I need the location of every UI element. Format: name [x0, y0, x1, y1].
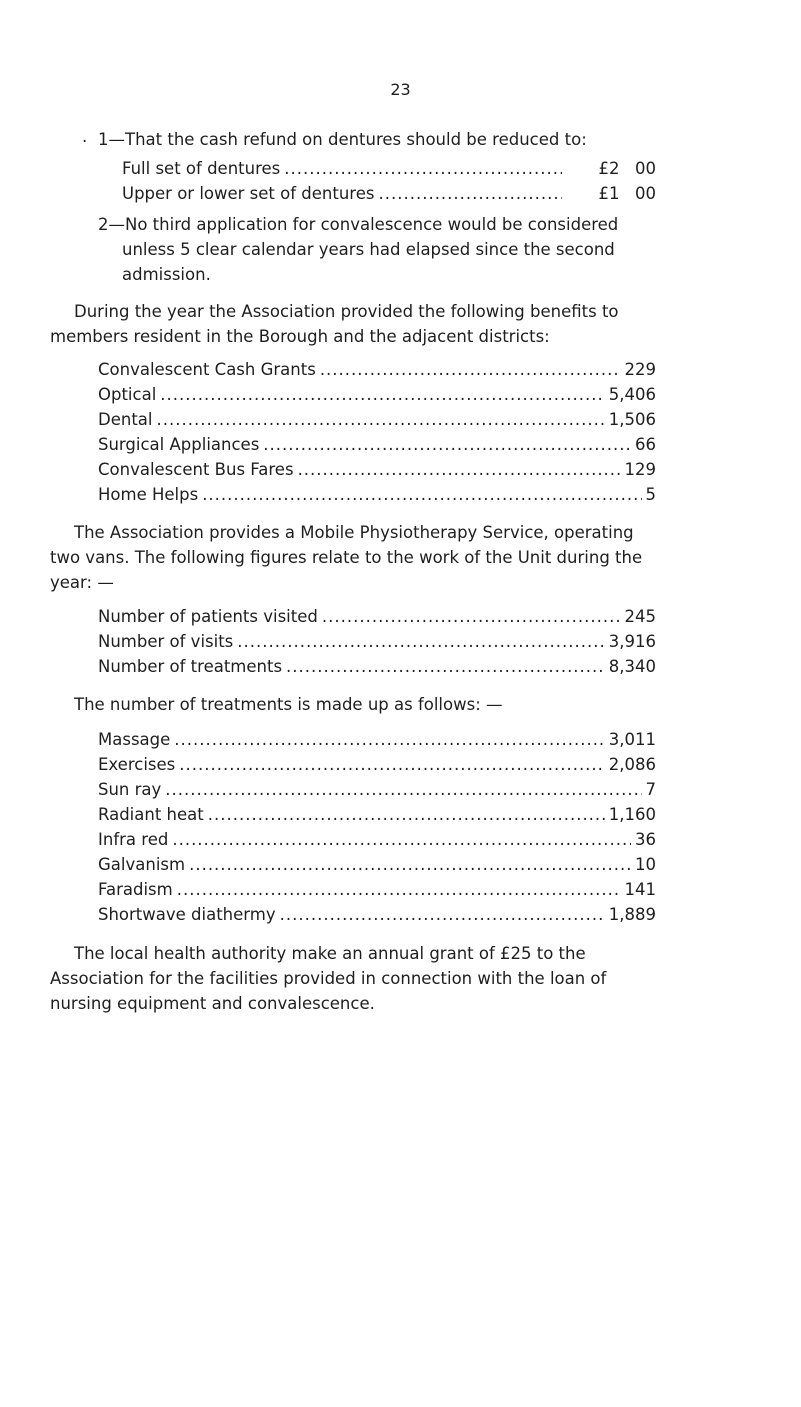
physio-intro-line: year: — — [50, 573, 114, 592]
treatment-row: Galvanism ..... 10 — [98, 855, 656, 874]
denture-label: Full set of dentures — [122, 159, 281, 178]
resolution-item-1: 1—That the cash refund on dentures should be reduced to: — [98, 130, 587, 149]
leader-dots — [284, 159, 562, 178]
treatment-row: Exercises ..... 2,086 — [98, 755, 656, 774]
denture-amount: £2 00 — [598, 159, 656, 178]
treatment-row: Faradism ..... 141 — [98, 880, 656, 899]
closing-line: Association for the facilities provided in connection with the loan of — [50, 969, 607, 988]
treatment-row: Shortwave diathermy ..... 1,889 — [98, 905, 656, 924]
benefit-row: Dental ..... 1,506 — [98, 410, 656, 429]
treatment-row: Sun ray ..... 7 — [98, 780, 656, 799]
benefits-intro-line: members resident in the Borough and the adjacent districts: — [50, 327, 550, 346]
closing-line: nursing equipment and convalescence. — [50, 994, 375, 1013]
treatment-row: Infra red ..... 36 — [98, 830, 656, 849]
benefit-row: Surgical Appliances ..... 66 — [98, 435, 656, 454]
treatment-row: Massage ..... 3,011 — [98, 730, 656, 749]
page-number: 23 — [390, 80, 411, 99]
denture-label: Upper or lower set of dentures — [122, 184, 375, 203]
benefit-row: Convalescent Bus Fares ..... 129 — [98, 460, 656, 479]
resolution-item-2-line: 2—No third application for convalescence would be considered — [98, 215, 619, 234]
treatment-row: Radiant heat ..... 1,160 — [98, 805, 656, 824]
bullet-mark: · — [82, 132, 88, 151]
benefit-row: Convalescent Cash Grants ..... 229 — [98, 360, 656, 379]
physio-stat-row: Number of visits ..... 3,916 — [98, 632, 656, 651]
denture-amount: £1 00 — [598, 184, 656, 203]
benefits-intro-line: During the year the Association provided the following benefits to — [74, 302, 619, 321]
denture-row — [122, 159, 656, 178]
physio-stat-row: Number of patients visited ..... 245 — [98, 607, 656, 626]
benefit-row: Home Helps ..... 5 — [98, 485, 656, 504]
treatments-intro: The number of treatments is made up as follows: — — [74, 695, 503, 714]
leader-dots — [378, 184, 562, 203]
benefit-row: Optical ..... 5,406 — [98, 385, 656, 404]
resolution-item-2-line: admission. — [122, 265, 211, 284]
physio-intro-line: The Association provides a Mobile Physiotherapy Service, operating — [74, 523, 634, 542]
physio-intro-line: two vans. The following figures relate to the work of the Unit during the — [50, 548, 643, 567]
resolution-item-2-line: unless 5 clear calendar years had elapsed since the second — [122, 240, 615, 259]
closing-line: The local health authority make an annual grant of £25 to the — [74, 944, 586, 963]
denture-row — [122, 184, 656, 203]
physio-stat-row: Number of treatments ..... 8,340 — [98, 657, 656, 676]
